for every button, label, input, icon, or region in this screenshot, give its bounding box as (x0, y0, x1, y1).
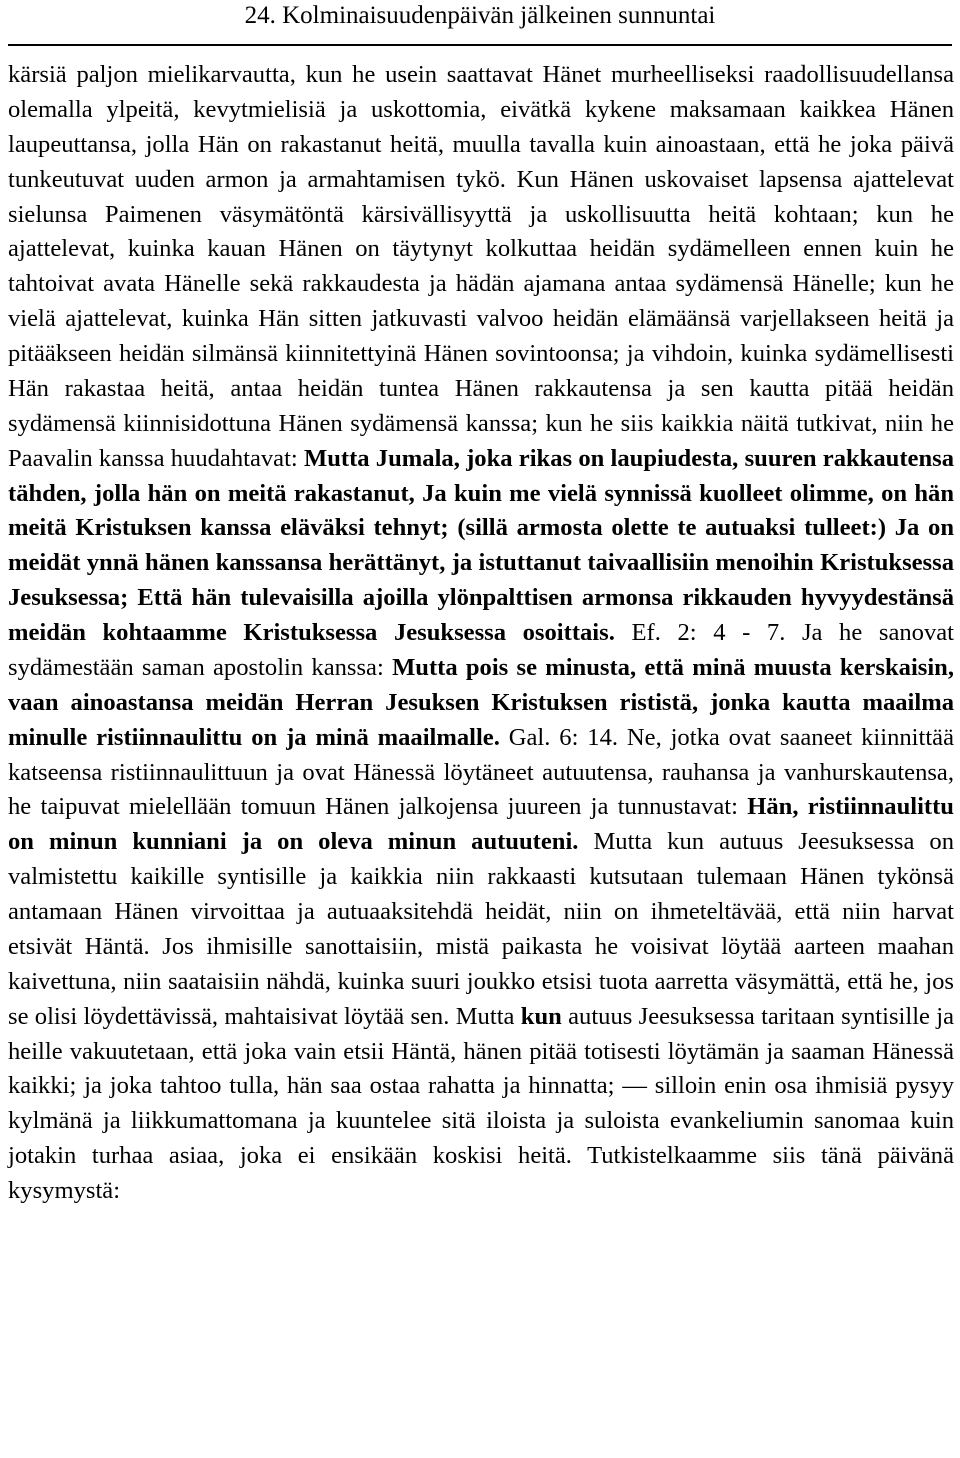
body-text-segment: Ef. 2: 4 - 7. Ja he sanovat sydämestään saman apostolin kanssa: (8, 619, 954, 681)
scripture-quote-galatians: Mutta pois se minusta, että minä muusta kerskaisin, vaan ainoastansa meidän Herran Jesuksen Kristuksen rististä, jonka kautta maailma minulle ristiinnaulittu on ja minä maailmalle. (8, 653, 955, 751)
page-header (0, 0, 960, 32)
page-title: 24. Kolminaisuudenpäivän jälkeinen sunnuntai (244, 2, 716, 29)
body-text-segment: kärsiä paljon mielikarvautta, kun he usein saattavat Hänet murheelliseksi raadollisuudellansa olemalla ylpeitä, kevytmielisiä ja uskottomia, eivätkä kykene maksamaan kaikkea Hänen laupeuttansa, jolla Hän on rakastanut heitä, muulla tavalla kuin ainoastaan, että he joka päivä tunkeutuvat uuden armon ja armahtamisen tykö. Kun Hänen uskovaiset lapsensa ajattelevat sielunsa Paimenen väsymätöntä kärsivällisyyttä ja uskollisuutta heitä kohtaan; kun he ajattelevat, kuinka kauan Hänen on täytynyt kolkuttaa heidän sydämelleen ennen kuin he tahtoivat avata Hänelle sekä rakkaudesta ja hädän ajamana antaa sydämensä Hänelle; kun he vielä ajattelevat, kuinka Hän sitten jatkuvasti valvoo heidän elämäänsä varjellakseen heitä ja pitääkseen heidän silmänsä kiinnitettyinä Hänen sovintoonsa; ja vihdoin, kuinka sydämellisesti Hän rakastaa heitä, antaa heidän tuntea Hänen rakkautensa ja sen kautta pitää heidän sydämensä kiinnisidottuna Hänen sydämensä kanssa; kun he siis kaikkia näitä tutkivat, niin he Paavalin kanssa huudahtavat: (8, 61, 954, 472)
body-paragraph (8, 58, 954, 1209)
emphasized-word: kun (520, 1002, 562, 1030)
body-text-segment: Mutta kun autuus Jeesuksessa on valmistettu kaikille syntisille ja kaikkia niin rakkaasti kutsutaan tulemaan Hänen tykönsä antamaan Hänen virvoittaa ja autuaaksitehdä heidät, niin on ihmeteltävää, että niin harvat etsivät Häntä. Jos ihmisille sanottaisiin, mistä paikasta he voisivat löytää aarteen maahan kaivettuna, niin saataisiin nähdä, kuinka suuri joukko etsisi tuota aarretta väsymättä, että he, jos se olisi löydettävissä, mahtaisivat löytää sen. Mutta (8, 828, 954, 1030)
header-divider (8, 44, 952, 46)
scripture-quote-ephesians: Mutta Jumala, joka rikas on laupiudesta, suuren rakkautensa tähden, jolla hän on meitä rakastanut, Ja kuin me vielä synnissä kuolleet olimme, on hän meitä Kristuksen kanssa eläväksi tehnyt; (sillä armosta olette te autuaksi tulleet:) Ja on meidät ynnä hänen kanssansa herättänyt, ja istuttanut taivaallisiin menoihin Kristuksessa Jesuksessa; Että hän tulevaisilla ajoilla ylönpalttisen armonsa rikkauden hyvyydestänsä meidän kohtaamme Kristuksessa Jesuksessa osoittais. (8, 444, 954, 646)
body-text-segment: autuus Jeesuksessa taritaan syntisille ja heille vakuutetaan, että joka vain etsii Häntä, hänen pitää totisesti löytämän ja saaman Hänessä kaikki; ja joka tahtoo tulla, hän saa ostaa rahatta ja hinnatta; — silloin enin osa ihmisiä pysyy kylmänä ja liikkumattomana ja kuuntelee sitä iloista ja suloista evankeliumin sanomaa kuin jotakin turhaa asiaa, joka ei ensikään koskisi heitä. Tutkistelkaamme siis tänä päivänä kysymystä: (8, 1002, 955, 1204)
confession-quote: Hän, ristiinnaulittu on minun kunniani ja on oleva minun autuuteni. (8, 793, 954, 856)
body-text-segment: Gal. 6: 14. Ne, jotka ovat saaneet kiinnittää katseensa ristiinnaulittuun ja ovat Hänessä löytäneet autuutensa, rauhansa ja vanhurskautensa, he taipuvat mielellään tomuun Hänen jalkojensa juureen ja tunnustavat: (8, 723, 954, 821)
